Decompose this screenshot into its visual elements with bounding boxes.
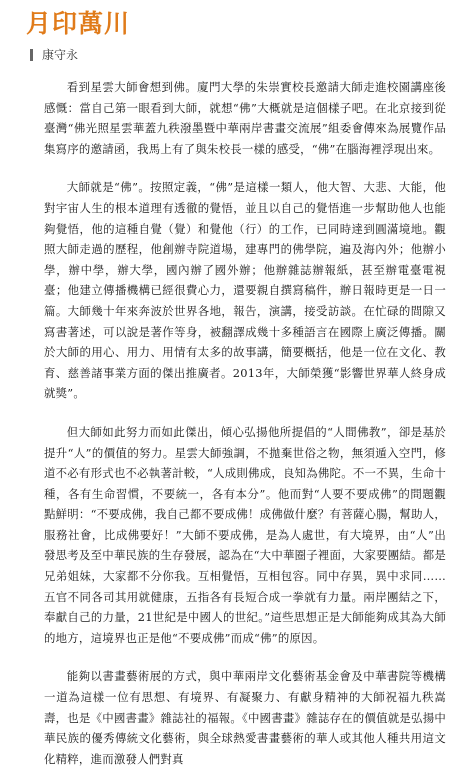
article-title: 月印萬川 [26, 9, 131, 38]
paragraph-3: 但大師如此努力而如此傑出，傾心弘揚他所提倡的“人間佛教”，卻是基於提升“人”的價值的努力。星雲大師強調，不拋棄世俗之物，無須遁入空門，修道不必有形式也不必執著計較，“人成則佛成，良知為佛陀。不一不異，生命十種，各有生命習慣，不要統一，各有本分”。他而對“人要不要成佛”的問題觀點鮮明：“不要成佛，我自己都不要成佛！成佛做什麼？有菩薩心腸，幫助人，服務社會，比成佛要好！”大師不要成佛，是為人處世，有大境界，由“人”出發思考及至中華民族的生存發展，認為在“大中華圈子裡面，大家要團結。都是兄弟姐妹，大家都不分你我。互相覺悟，互相包容。同中存異，異中求同……五官不同各司其用就健康，五指各有長短合成一拳就有力量。兩岸團結之下，奉獻自己的力量，21世紀是中國人的世紀。”這些思想正是大師能夠成其為大師的地方，這境界也正是他“不要成佛”而成“佛”的原因。 [44, 424, 446, 645]
author-line [30, 46, 446, 63]
author-name: 康守永 [42, 48, 79, 62]
author-marker-icon [30, 49, 33, 61]
paragraph-1: 看到星雲大師會想到佛。廈門大學的朱崇實校長邀請大師走進校園講座後感慨：當自己第一眼看到大師，就想“佛”大概就是這個樣子吧。在北京接到從臺灣“佛光照星雲華蓋九秩潑墨暨中華兩岸書畫交流展”組委會傳來為展覽作品集寫序的邀請函，我馬上有了與朱校長一樣的感受，“佛”在腦海裡浮現出來。 [44, 80, 446, 156]
paragraph-2: 大師就是“佛”。按照定義，“佛”是這樣一類人，他大智、大悲、大能，他對宇宙人生的根本道理有透徹的覺悟，並且以自己的覺悟進一步幫助他人也能夠覺悟，他的這種自覺（覺）和覺他（行）的工作，已同時達到圓滿境地。觀照大師走過的歷程，他創辦寺院道場，建專門的佛學院，遍及海內外；他辦小學，辦中學，辦大學，國內辦了國外辦；他辦雜誌辦報紙，甚至辦電臺電視臺；他建立傳播機構已經很費心力，還要親自撰寫稿件，辦日報時更是一日一篇。大師幾十年來奔波於世界各地，報告，演講，接受訪談。在忙碌的間隙又寫書著述，可以說是著作等身，被翻譯成幾十多種語言在國際上廣泛傳播。關於大師的用心、用力、用情有太多的故事講，簡要概括，他是一位在文化、教育、慈善諸事業方面的傑出推廣者。2013年，大師榮獲“影響世界華人終身成就獎”。 [44, 180, 446, 401]
paragraph-4: 能夠以書畫藝術展的方式，與中華兩岸文化藝術基金會及中華書院等機構一道為這樣一位有思想、有境界、有凝聚力、有獻身精神的大師祝福九秩嵩壽，也是《中國書畫》雜誌社的福報。《中國書畫》雜誌存在的價值就是弘揚中華民族的優秀傳統文化藝術，與全球熱愛書畫藝術的華人或其他人種共用這文化精粹，進而激發人們對真 [44, 669, 446, 766]
